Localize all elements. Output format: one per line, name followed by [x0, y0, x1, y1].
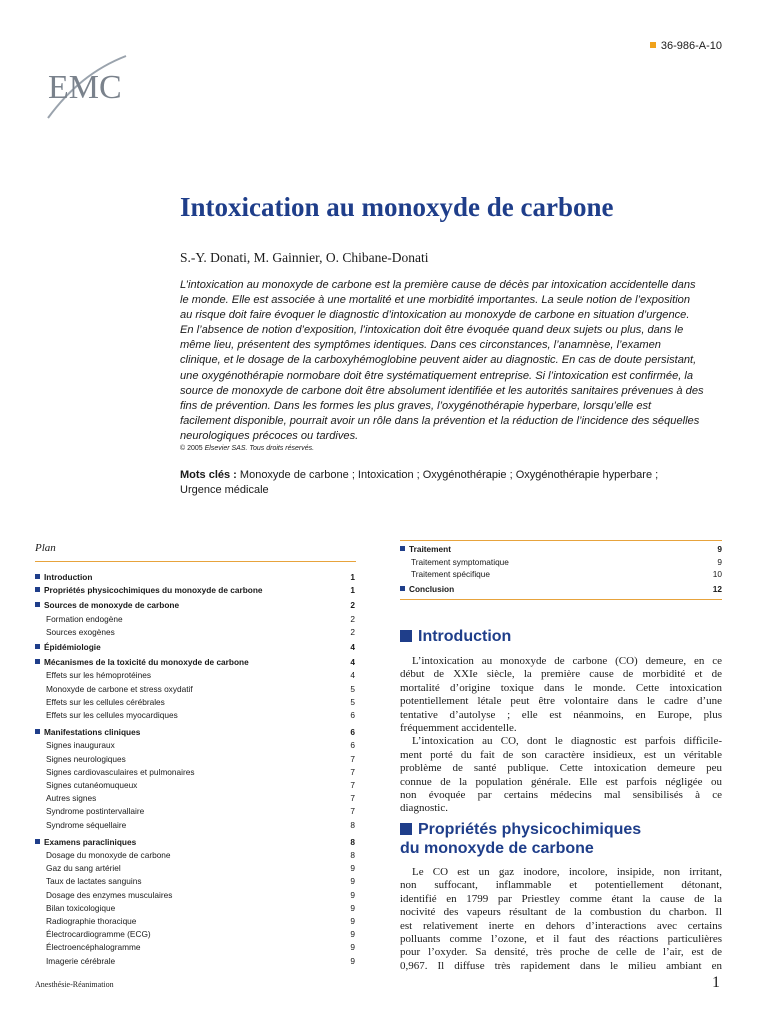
abstract-line: au risque doit faire évoquer le diagnostic d’intoxication au monoxyde de carbone en situation d’urgence.	[180, 309, 690, 322]
abstract-line: neurologiques précoces ou tardives.	[180, 429, 359, 442]
plan-entry-page: 9	[350, 902, 355, 913]
plan-entry-page: 6	[350, 710, 355, 720]
plan-entry-page: 4	[350, 657, 355, 668]
plan-entry[interactable]	[46, 876, 355, 886]
plan-entry-page: 5	[350, 696, 355, 707]
plan-bullet-icon	[35, 644, 40, 649]
plan-entry-label: Mécanismes de la toxicité du monoxyde de carbone	[44, 657, 249, 668]
plan-entry-page: 1	[350, 585, 355, 596]
plan-entry-label: Sources exogènes	[46, 626, 115, 637]
plan-bullet-icon	[400, 586, 405, 591]
introduction-text	[400, 655, 722, 816]
body-line: L’intoxication au monoxyde de carbone (CO) demeure, en ce	[412, 655, 722, 667]
plan-entry-page: 9	[350, 942, 355, 953]
plan-entry-page: 7	[350, 793, 355, 804]
plan-entry-page: 7	[350, 806, 355, 817]
copyright-holder: Elsevier SAS. Tous droits réservés.	[204, 445, 315, 452]
body-line: tentative d’autolyse ; elle est néanmoins, en Europe, plus	[400, 708, 722, 721]
body-line: pour l’oxyder. Sa densité, très proche de celle de l’air, est de	[400, 946, 722, 959]
abstract-line: fins de prévention. Dans les formes les plus graves, l’oxygénothérapie hyperbare, lorsqu’elle est	[180, 399, 652, 412]
body-line: ment porté du fait de son caractère insidieux, est un véritable	[400, 748, 722, 761]
plan-entry-page: 9	[350, 955, 355, 966]
section-properties-heading	[400, 820, 641, 858]
plan-entry-page: 9	[350, 916, 355, 926]
body-line: mortalité d’origine toxique dans le monde. Cette intoxication	[400, 681, 722, 694]
plan-entry-label: Examens paracliniques	[44, 836, 137, 847]
plan-entry-label: Syndrome séquellaire	[46, 819, 127, 830]
plan-bullet-icon	[400, 546, 405, 551]
plan-entry-label: Autres signes	[46, 793, 97, 804]
body-line: L’intoxication au CO, dont le diagnostic est parfois difficile-	[412, 735, 722, 748]
plan-entry-label: Électroencéphalogramme	[46, 942, 141, 953]
plan-entry-label: Électrocardiogramme (ECG)	[46, 929, 151, 940]
plan-entry[interactable]	[46, 793, 355, 803]
plan-entry[interactable]	[400, 544, 722, 554]
body-line: polluants comme l’ozone, et il faut des réactions particulières	[400, 932, 722, 945]
plan-label: Plan	[35, 542, 56, 554]
plan-bullet-icon	[35, 729, 40, 734]
plan-entry[interactable]	[46, 942, 355, 952]
plan-entry-page: 2	[350, 600, 355, 611]
article-reference	[650, 40, 722, 52]
plan-entry-label: Effets sur les cellules cérébrales	[46, 696, 165, 707]
body-line: diagnostic.	[400, 802, 448, 815]
plan-entry-label: Propriétés physicochimiques du monoxyde de carbone	[44, 585, 263, 596]
plan-entry[interactable]	[46, 767, 355, 777]
plan-entry[interactable]	[411, 569, 722, 579]
reference-code: 36-986-A-10	[660, 40, 722, 52]
plan-entry-label: Gaz du sang artériel	[46, 863, 121, 874]
plan-entry-label: Formation endogène	[46, 613, 123, 624]
plan-entry-label: Introduction	[44, 572, 93, 582]
article-title: Intoxication au monoxyde de carbone	[180, 192, 614, 222]
plan-entry[interactable]	[35, 837, 355, 847]
plan-entry-label: Syndrome postintervallaire	[46, 806, 145, 817]
reference-marker-icon	[650, 42, 656, 48]
body-line: problème de santé publique. Cette intoxication demeure peu	[400, 762, 722, 775]
keywords	[180, 468, 724, 498]
plan-bullet-icon	[35, 839, 40, 844]
copyright-year: © 2005	[180, 445, 203, 452]
plan-divider-right-top	[400, 540, 722, 541]
plan-entry-label: Conclusion	[409, 584, 455, 595]
body-line: connue de la population générale. Elle est parfois négligée ou	[400, 775, 722, 788]
plan-entry-label: Bilan toxicologique	[46, 902, 116, 913]
plan-entry-page: 7	[350, 766, 355, 777]
plan-entry[interactable]	[46, 670, 355, 680]
abstract-line: une oxygénothérapie normobare doit être systématiquement entreprise. Si l’intoxication est confirmée, la	[180, 369, 694, 382]
abstract-line: En l’absence de notion d’exposition, l’intoxication doit être évoquée quand deux sujets ou plus, dans le	[180, 324, 684, 337]
abstract	[180, 278, 724, 444]
body-line: fréquemment accidentelle.	[400, 721, 517, 734]
body-line: identifié en 1799 par Priestley comme étant la cause de la	[400, 892, 722, 905]
plan-entry-page: 7	[350, 753, 355, 764]
body-line: Le CO est un gaz inodore, incolore, insipide, non irritant,	[412, 866, 722, 878]
introduction-title: Introduction	[418, 628, 512, 645]
plan-entry[interactable]	[46, 890, 355, 900]
plan-entry-page: 7	[350, 780, 355, 790]
plan-entry[interactable]	[35, 727, 355, 737]
plan-entry-label: Dosage du monoxyde de carbone	[46, 850, 171, 860]
journal-name: Anesthésie-Réanimation	[35, 980, 114, 989]
properties-title-line1: Propriétés physicochimiques	[418, 821, 642, 838]
plan-entry[interactable]	[46, 614, 355, 624]
plan-entry[interactable]	[46, 710, 355, 720]
plan-entry-page: 5	[350, 683, 355, 694]
plan-entry[interactable]	[35, 600, 355, 610]
page-number: 1	[712, 974, 720, 991]
plan-entry-page: 10	[712, 569, 722, 580]
body-line: non évoquée par certains médecins mal sensibilisés à ce	[400, 788, 722, 801]
plan-entry[interactable]	[35, 657, 355, 667]
plan-entry-label: Signes cardiovasculaires et pulmonaires	[46, 766, 195, 777]
plan-entry[interactable]	[46, 929, 355, 939]
plan-entry[interactable]	[46, 916, 355, 926]
plan-entry-label: Radiographie thoracique	[46, 916, 137, 926]
plan-entry[interactable]	[46, 956, 355, 966]
body-line: début de XXIe siècle, la première cause de morbidité et de	[400, 668, 722, 681]
body-line: 0,967. Il diffuse très rapidement dans le milieu ambiant en	[400, 959, 722, 972]
keywords-list-cont: Urgence médicale	[180, 484, 269, 496]
keywords-label: Mots clés :	[180, 469, 237, 481]
emc-logo	[40, 48, 130, 128]
abstract-line: L’intoxication au monoxyde de carbone est la première cause de décès par intoxication accidentelle dans	[180, 279, 696, 291]
plan-entry-label: Traitement spécifique	[411, 569, 491, 580]
plan-bullet-icon	[35, 587, 40, 592]
plan-entry[interactable]	[46, 820, 355, 830]
plan-entry-page: 9	[350, 889, 355, 900]
body-line: est relativement inerte en dehors d’interactions avec certains	[400, 919, 722, 932]
plan-entry-label: Signes inauguraux	[46, 740, 115, 751]
plan-entry-page: 8	[350, 819, 355, 830]
plan-entry[interactable]	[46, 780, 355, 790]
plan-entry-page: 4	[350, 642, 355, 652]
plan-entry-label: Effets sur les hémoprotéines	[46, 670, 151, 681]
plan-divider	[35, 561, 356, 562]
plan-divider-right-bottom	[400, 599, 722, 600]
plan-entry-page: 6	[350, 740, 355, 751]
plan-bullet-icon	[35, 602, 40, 607]
article-authors: S.-Y. Donati, M. Gainnier, O. Chibane-Donati	[180, 250, 429, 265]
plan-bullet-icon	[35, 574, 40, 579]
plan-entry-page: 2	[350, 613, 355, 624]
plan-entry-page: 1	[350, 572, 355, 582]
plan-entry-page: 9	[717, 544, 722, 554]
abstract-line: source de monoxyde de carbone doit être absolument identifiée et les autorités sanitaires prévenues à des	[180, 384, 704, 397]
plan-entry-page: 2	[350, 626, 355, 637]
body-line: nocivité des vapeurs résultant de la combustion du charbon. Il	[400, 906, 722, 919]
body-line: non suffocant, inflammable et potentiellement détonant,	[400, 879, 722, 892]
plan-entry[interactable]	[46, 863, 355, 873]
plan-entry[interactable]	[46, 754, 355, 764]
plan-entry[interactable]	[46, 740, 355, 750]
keywords-list: Monoxyde de carbone ; Intoxication ; Oxygénothérapie ; Oxygénothérapie hyperbare ;	[236, 469, 659, 481]
plan-entry-label: Signes cutanéomuqueux	[46, 780, 138, 790]
section-marker-icon	[400, 630, 412, 642]
section-marker-icon	[400, 823, 412, 835]
plan-bullet-icon	[35, 659, 40, 664]
plan-entry-page: 6	[350, 727, 355, 738]
copyright	[180, 445, 314, 452]
plan-entry[interactable]	[46, 806, 355, 816]
plan-entry[interactable]	[35, 642, 355, 652]
plan-entry[interactable]	[46, 903, 355, 913]
plan-entry-page: 8	[350, 836, 355, 847]
plan-entry-label: Taux de lactates sanguins	[46, 876, 142, 887]
section-introduction-heading	[400, 627, 511, 646]
plan-entry-label: Dosage des enzymes musculaires	[46, 889, 173, 900]
plan-entry-page: 4	[350, 670, 355, 681]
plan-entry[interactable]	[35, 585, 355, 595]
abstract-line: clinique, et le dosage de la carboxyhémoglobine peuvent aider au diagnostic. En cas de doute persistant,	[180, 354, 697, 367]
logo-text: EMC	[48, 69, 122, 106]
abstract-line: même lieu, présentent des symptômes identiques. Dans ces circonstances, l’anamnèse, l’examen	[180, 339, 661, 352]
plan-entry-label: Effets sur les cellules myocardiques	[46, 710, 178, 720]
plan-entry[interactable]	[400, 584, 722, 594]
properties-title-line2: du monoxyde de carbone	[400, 840, 594, 857]
plan-entry[interactable]	[46, 850, 355, 860]
plan-entry-label: Monoxyde de carbone et stress oxydatif	[46, 683, 193, 694]
plan-entry[interactable]	[46, 684, 355, 694]
plan-entry-label: Manifestations cliniques	[44, 727, 141, 738]
properties-text	[400, 866, 722, 973]
plan-entry[interactable]	[35, 572, 355, 582]
plan-entry-label: Imagerie cérébrale	[46, 955, 116, 966]
plan-entry-page: 9	[350, 863, 355, 874]
abstract-line: facilement disponible, pourrait avoir un rôle dans la prévention et la réduction de l’incidence des séquelles	[180, 414, 700, 427]
plan-entry-label: Épidémiologie	[44, 642, 101, 652]
plan-entry-label: Traitement symptomatique	[411, 556, 509, 567]
plan-entry-label: Sources de monoxyde de carbone	[44, 600, 180, 611]
plan-entry[interactable]	[46, 627, 355, 637]
plan-entry-page: 9	[350, 876, 355, 887]
plan-entry-label: Traitement	[409, 544, 451, 554]
plan-entry[interactable]	[411, 557, 722, 567]
plan-entry-page: 9	[350, 929, 355, 940]
plan-entry-label: Signes neurologiques	[46, 753, 126, 764]
plan-entry-page: 12	[712, 584, 722, 595]
plan-entry[interactable]	[46, 697, 355, 707]
body-line: potentiellement létale peut être volontaire dans le cadre d’une	[400, 695, 722, 708]
abstract-line: le monde. Elle est associée à une mortalité et une morbidité importantes. La seule notion de l’exposition	[180, 294, 690, 307]
plan-entry-page: 8	[350, 850, 355, 860]
plan-entry-page: 9	[717, 556, 722, 567]
